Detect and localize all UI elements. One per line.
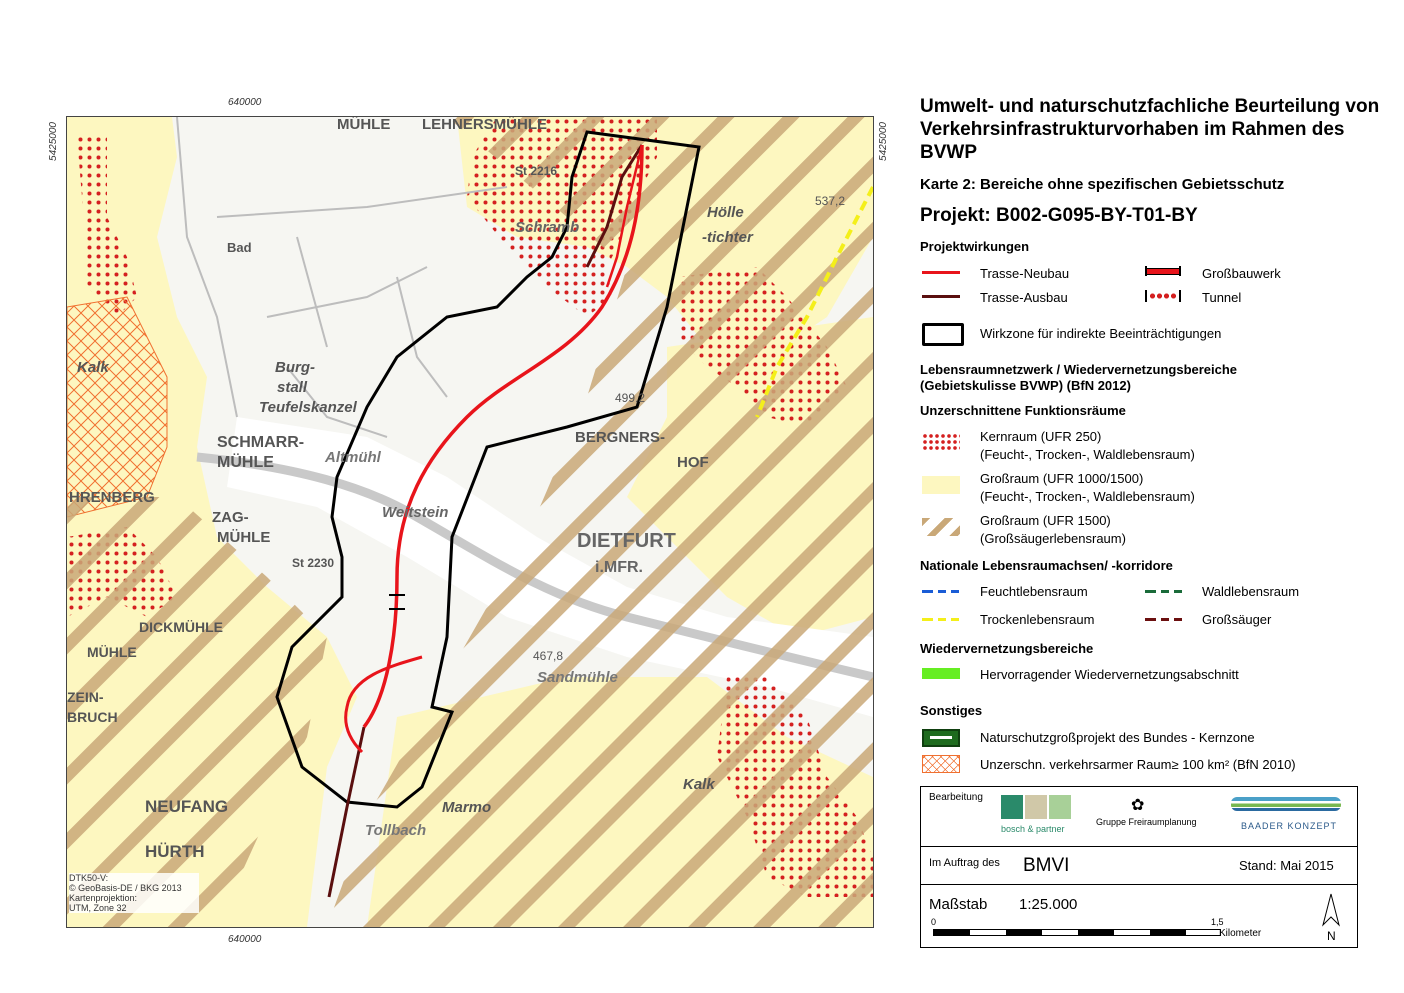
map-label: Altmühl (325, 449, 381, 466)
legend-hervorragender: Hervorragender Wiedervernetzungsabschnitt (980, 667, 1239, 682)
scale-bar (933, 929, 1221, 936)
map-label: Kalk (77, 359, 109, 376)
map-label: MÜHLE (217, 454, 274, 471)
map-label: 537,2 (815, 194, 846, 208)
map-label: ZEIN- (67, 689, 104, 705)
legend-neubau: Trasse-Neubau (980, 266, 1070, 281)
legend-tunnel: Tunnel (1202, 290, 1242, 305)
section-nationale: Nationale Lebensraumachsen/ -korridore (920, 558, 1173, 573)
map-label: St 2230 (292, 556, 335, 570)
legend-subtitle: Karte 2: Bereiche ohne spezifischen Gebietsschutz (920, 176, 1285, 193)
source-note-line: Kartenprojektion: (69, 893, 138, 903)
scale-zero: 0 (931, 917, 937, 927)
map-label: HOF (677, 454, 709, 471)
grosssaeuger-hatch-symbol (922, 518, 960, 536)
massstab-value: 1:25.000 (1019, 896, 1078, 913)
neubau-line-symbol (922, 271, 960, 274)
map-svg (67, 117, 873, 927)
source-note-line: UTM, Zone 32 (69, 903, 127, 913)
logo-block-2 (1025, 795, 1047, 819)
naturschutz-symbol (922, 729, 960, 747)
map-label: DIETFURT (577, 530, 676, 552)
map-label: Tollbach (365, 822, 427, 839)
ausbau-line-symbol (922, 295, 960, 298)
bearbeitung-label: Bearbeitung (929, 792, 983, 803)
legend-grossbauwerk: Großbauwerk (1202, 266, 1281, 281)
map-label: LEHNERSMÜHLE (422, 117, 548, 133)
tunnel-symbol (1145, 290, 1181, 302)
map-label: 499,2 (615, 391, 646, 405)
legend-ausbau: Trasse-Ausbau (980, 290, 1068, 305)
map-label: St 2216 (515, 164, 558, 178)
map-label: 467,8 (533, 649, 564, 663)
coord-top-label: 640000 (228, 97, 262, 108)
legend-wald: Waldlebensraum (1202, 584, 1300, 599)
map-label: Schramb (515, 219, 580, 236)
map-label: BERGNERS- (575, 429, 666, 446)
source-note-line: © GeoBasis-DE / BKG 2013 (69, 883, 182, 893)
legend-feucht: Feuchtlebensraum (980, 584, 1088, 599)
tree-icon: ✿ (1131, 797, 1145, 814)
north-label: N (1327, 929, 1336, 943)
coord-bottom-label: 640000 (228, 934, 262, 945)
section-lebensraumnetzwerk: Lebensraumnetzwerk / Wiedervernetzungsbereiche (Gebietskulisse BVWP) (BfN 2012) (920, 362, 1238, 393)
massstab-box (920, 884, 1358, 948)
grosssaeuger-symbol (1145, 618, 1186, 621)
map-label: Kalk (683, 776, 715, 793)
map-label: MÜHLE (217, 529, 271, 546)
legend-grossraum2-2: (Großsäugerlebensraum) (980, 531, 1126, 546)
map-label: Bad (227, 240, 252, 255)
grossraum-symbol (922, 476, 960, 494)
section-sonstiges: Sonstiges (920, 703, 983, 718)
logo-baader-konzept: BAADER KONZEPT (1241, 821, 1338, 831)
map-label: Sandmühle (537, 669, 618, 686)
north-arrow-svg (1321, 893, 1341, 927)
map-label: Weitstein (382, 504, 449, 521)
stand-date: Stand: Mai 2015 (1239, 858, 1334, 873)
auftrag-label: Im Auftrag des (929, 857, 1000, 869)
source-note (69, 873, 199, 913)
map-canvas[interactable] (66, 116, 874, 928)
legend-trocken: Trockenlebensraum (980, 612, 1095, 627)
section-projektwirkungen: Projektwirkungen (920, 239, 1030, 254)
bearbeitung-box (920, 786, 1358, 848)
logo-bosch-partner: bosch & partner (1001, 824, 1065, 834)
legend-naturschutz: Naturschutzgroßprojekt des Bundes - Kernzone (980, 730, 1255, 745)
map-label: NEUFANG (145, 797, 229, 816)
map-label: ZAG- (212, 509, 249, 526)
logo-block-3 (1049, 795, 1071, 819)
map-label: HRENBERG (69, 489, 155, 506)
source-note-line: DTK50-V: (69, 873, 109, 883)
legend-grossraum1-2: (Feucht-, Trocken-, Waldlebensraum) (980, 489, 1195, 504)
auftrag-box (920, 846, 1358, 886)
logo-wave-icon (1231, 797, 1341, 811)
scale-unit: Kilometer (1219, 928, 1262, 939)
map-label: -tichter (702, 229, 753, 246)
map-label: Burg- (275, 359, 315, 376)
trocken-symbol (922, 618, 963, 621)
legend-grossraum2-1: Großraum (UFR 1500) (980, 513, 1111, 528)
legend-kernraum-2: (Feucht-, Trocken-, Waldlebensraum) (980, 447, 1195, 462)
legend-title: Umwelt- und naturschutzfachliche Beurteilung von Verkehrsinfrastrukturvorhaben im Rahmen des BVWP (920, 96, 1380, 163)
map-label: MÜHLE (337, 117, 391, 133)
legend-grossraum1-1: Großraum (UFR 1000/1500) (980, 471, 1144, 486)
unzerschn-symbol (922, 755, 960, 773)
logo-block-1 (1001, 795, 1023, 819)
grossbauwerk-symbol (1145, 266, 1181, 276)
map-label: MÜHLE (87, 644, 137, 660)
map-label: SCHMARR- (217, 434, 305, 451)
hervorragender-symbol (922, 668, 960, 679)
feucht-symbol (922, 590, 963, 593)
map-label: BRUCH (67, 709, 118, 725)
coord-left-label: 5425000 (48, 122, 59, 161)
map-label: DICKMÜHLE (139, 619, 223, 635)
north-arrow-icon (1323, 893, 1339, 923)
coord-right-label: 5425000 (878, 122, 889, 161)
map-label: Hölle (707, 204, 744, 221)
map-label: HÜRTH (145, 842, 205, 861)
map-label: i.MFR. (595, 559, 643, 576)
project-id: Projekt: B002-G095-BY-T01-BY (920, 205, 1198, 226)
massstab-label: Maßstab (929, 896, 988, 913)
legend-grosssaeuger: Großsäuger (1202, 612, 1272, 627)
section-unzerschnittene: Unzerschnittene Funktionsräume (920, 403, 1126, 418)
kernraum-symbol (922, 433, 960, 451)
section-wiedervernetzung: Wiedervernetzungsbereiche (920, 641, 1094, 656)
wirkzone-symbol (922, 323, 964, 346)
wald-symbol (1145, 590, 1186, 593)
legend-wirkzone: Wirkzone für indirekte Beeinträchtigungen (980, 326, 1222, 341)
scale-max: 1,5 (1211, 917, 1224, 927)
map-label: Teufelskanzel (259, 399, 357, 416)
logo-gruppe-freiraumplanung: Gruppe Freiraumplanung (1096, 817, 1197, 827)
map-label: stall (277, 379, 308, 396)
legend-unzerschn: Unzerschn. verkehrsarmer Raum≥ 100 km² (BfN 2010) (980, 757, 1296, 772)
legend-kernraum-1: Kernraum (UFR 250) (980, 429, 1102, 444)
map-label: Marmo (442, 799, 492, 816)
auftraggeber: BMVI (1023, 855, 1070, 876)
